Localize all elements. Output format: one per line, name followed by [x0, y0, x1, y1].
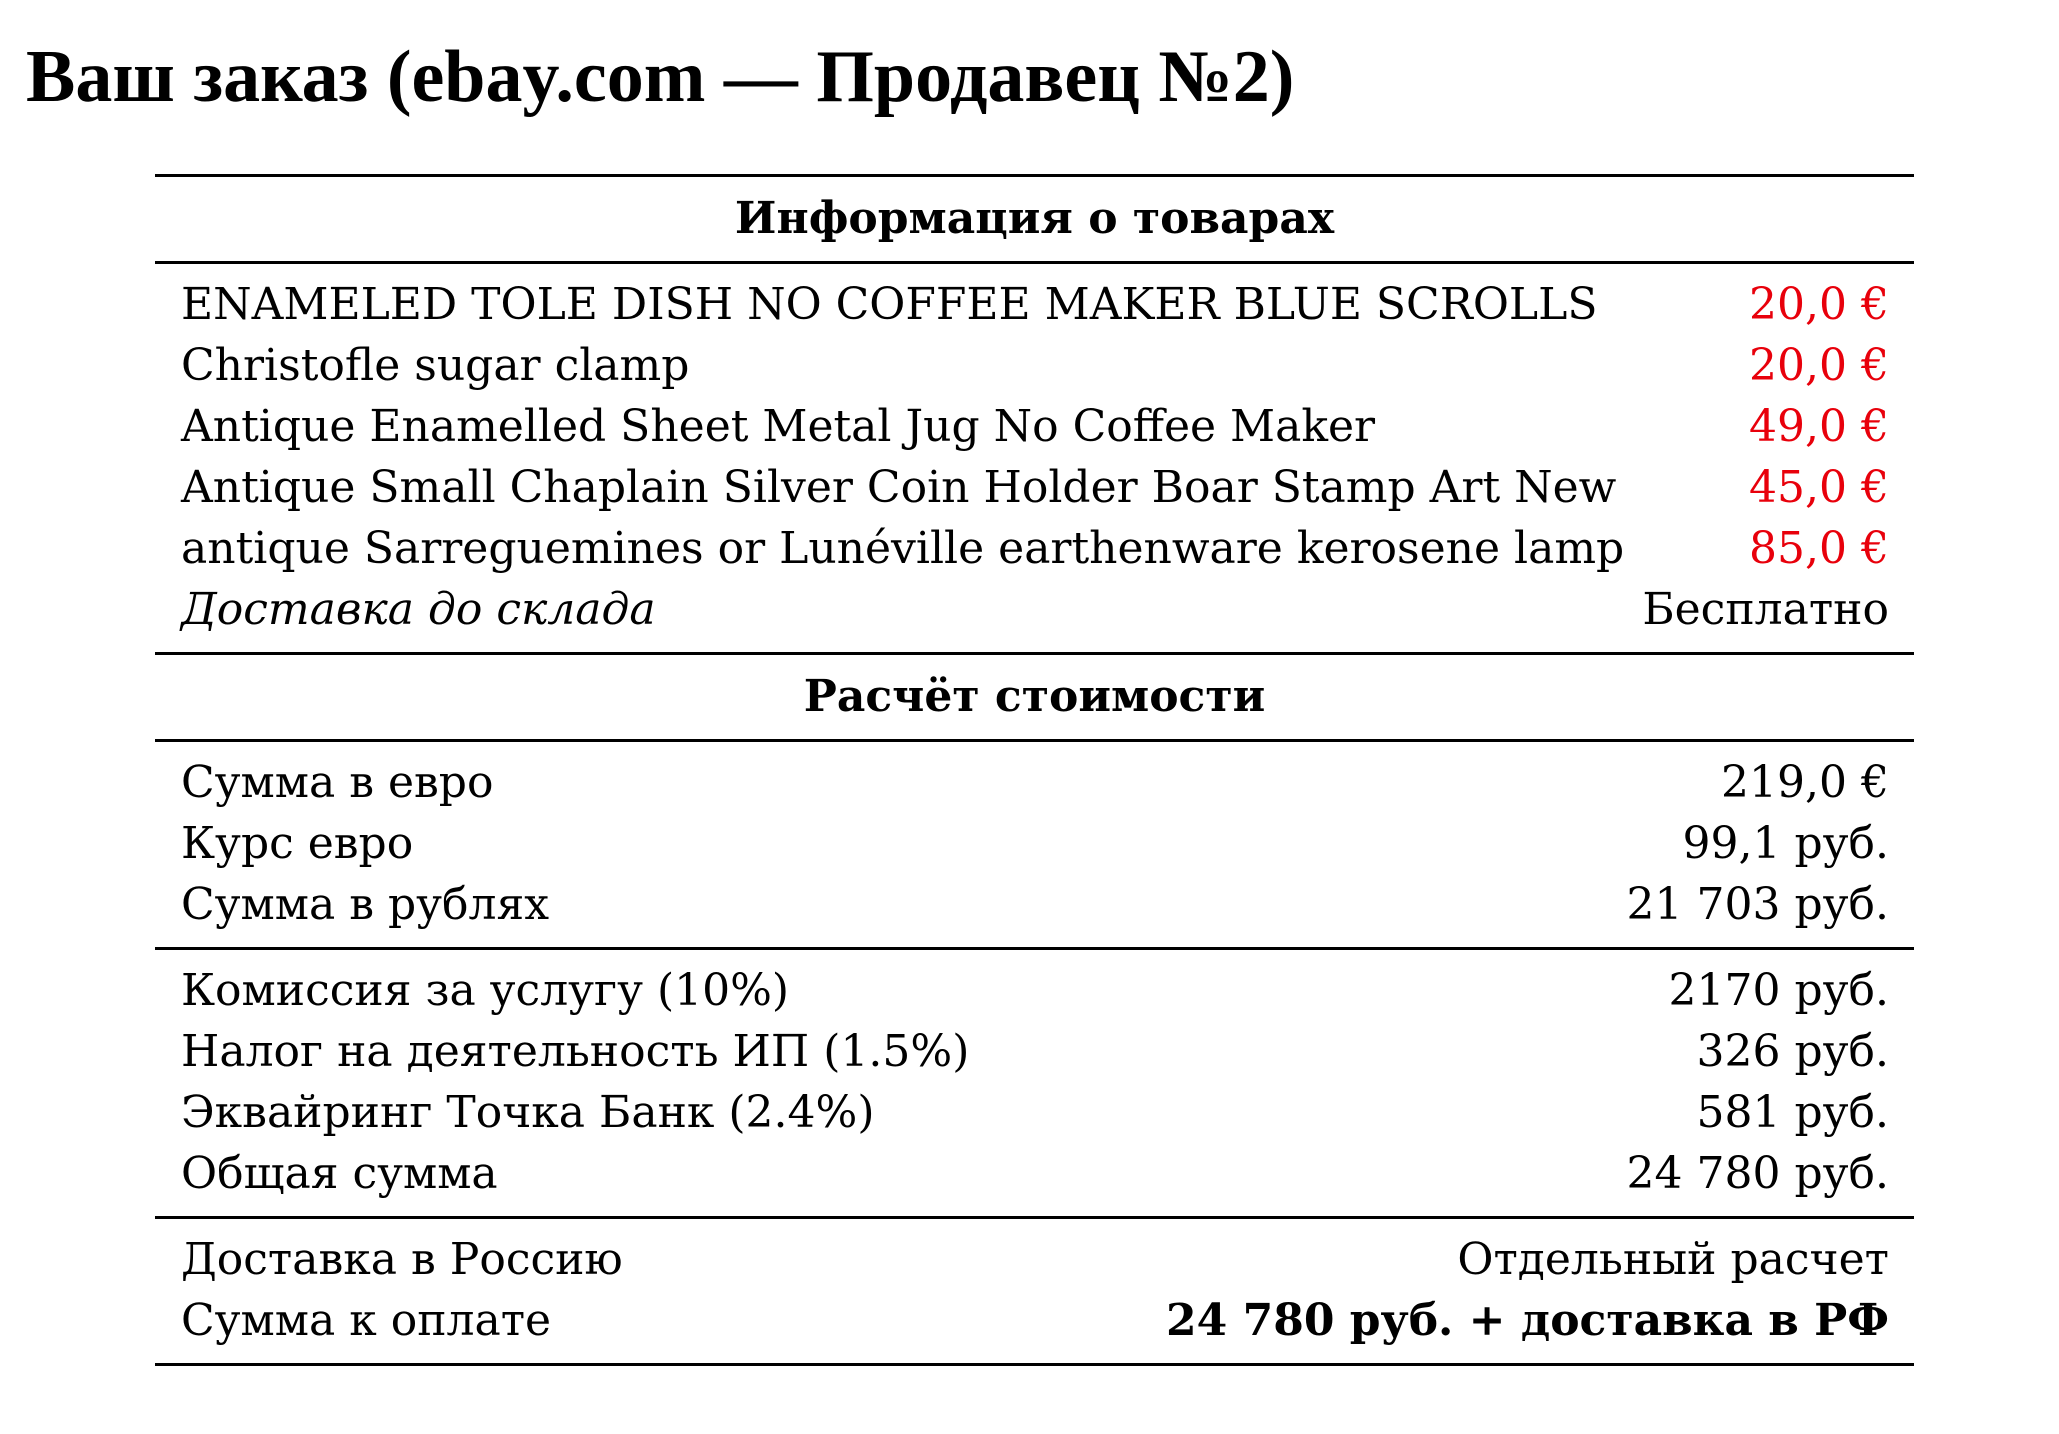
russia-delivery-label: Доставка в Россию [181, 1234, 623, 1285]
acquiring-label: Эквайринг Точка Банк (2.4%) [181, 1087, 875, 1138]
acquiring-value: 581 руб. [1696, 1087, 1889, 1138]
acquiring-row [155, 1082, 1914, 1143]
item-row [155, 457, 1914, 518]
russia-delivery-row [155, 1229, 1914, 1290]
warehouse-delivery-value: Бесплатно [1642, 584, 1889, 635]
tax-label: Налог на деятельность ИП (1.5%) [181, 1026, 970, 1077]
warehouse-delivery-row [155, 579, 1914, 640]
total-row [155, 1143, 1914, 1204]
sum-rubles-row [155, 874, 1914, 935]
euro-rate-value: 99,1 руб. [1682, 818, 1889, 869]
amount-due-label: Сумма к оплате [181, 1295, 552, 1346]
sum-rubles-label: Сумма в рублях [181, 879, 550, 930]
sum-euro-row [155, 752, 1914, 813]
calculation-section-heading: Расчёт стоимости [803, 671, 1266, 722]
tax-value: 326 руб. [1696, 1026, 1889, 1077]
tax-row [155, 1021, 1914, 1082]
item-price: 45,0 € [1749, 462, 1889, 513]
total-label: Общая сумма [181, 1148, 498, 1199]
item-name: Antique Small Chaplain Silver Coin Holder Boar Stamp Art New [181, 462, 1617, 513]
warehouse-delivery-label: Доставка до склада [181, 584, 656, 635]
item-price: 85,0 € [1749, 523, 1889, 574]
conversion-group [155, 742, 1914, 947]
service-fee-value: 2170 руб. [1668, 965, 1889, 1016]
item-name: antique Sarreguemines or Lunéville earthenware kerosene lamp [181, 523, 1625, 574]
service-fee-row [155, 960, 1914, 1021]
item-price: 20,0 € [1749, 279, 1889, 330]
page-title: Ваш заказ (ebay.com — Продавец №2) [26, 36, 1295, 118]
service-fee-label: Комиссия за услугу (10%) [181, 965, 790, 1016]
item-price: 20,0 € [1749, 340, 1889, 391]
sum-euro-label: Сумма в евро [181, 757, 494, 808]
item-name: Antique Enamelled Sheet Metal Jug No Coffee Maker [181, 401, 1376, 452]
items-list [155, 264, 1914, 652]
euro-rate-label: Курс евро [181, 818, 414, 869]
russia-delivery-value: Отдельный расчет [1457, 1234, 1889, 1285]
item-price: 49,0 € [1749, 401, 1889, 452]
fees-group [155, 950, 1914, 1216]
amount-due-value: 24 780 руб. + доставка в РФ [1166, 1295, 1889, 1346]
total-value: 24 780 руб. [1626, 1148, 1889, 1199]
item-name: Christofle sugar clamp [181, 340, 690, 391]
item-name: ENAMELED TOLE DISH NO COFFEE MAKER BLUE SCROLLS [181, 279, 1598, 330]
item-row [155, 396, 1914, 457]
order-summary-table [155, 174, 1914, 1366]
item-row [155, 335, 1914, 396]
item-row [155, 518, 1914, 579]
euro-rate-row [155, 813, 1914, 874]
item-row [155, 274, 1914, 335]
items-section-heading: Информация о товарах [734, 193, 1335, 244]
sum-euro-value: 219,0 € [1721, 757, 1889, 808]
final-group [155, 1219, 1914, 1363]
amount-due-row [155, 1290, 1914, 1351]
sum-rubles-value: 21 703 руб. [1626, 879, 1889, 930]
table-bottom-rule [155, 1363, 1914, 1366]
